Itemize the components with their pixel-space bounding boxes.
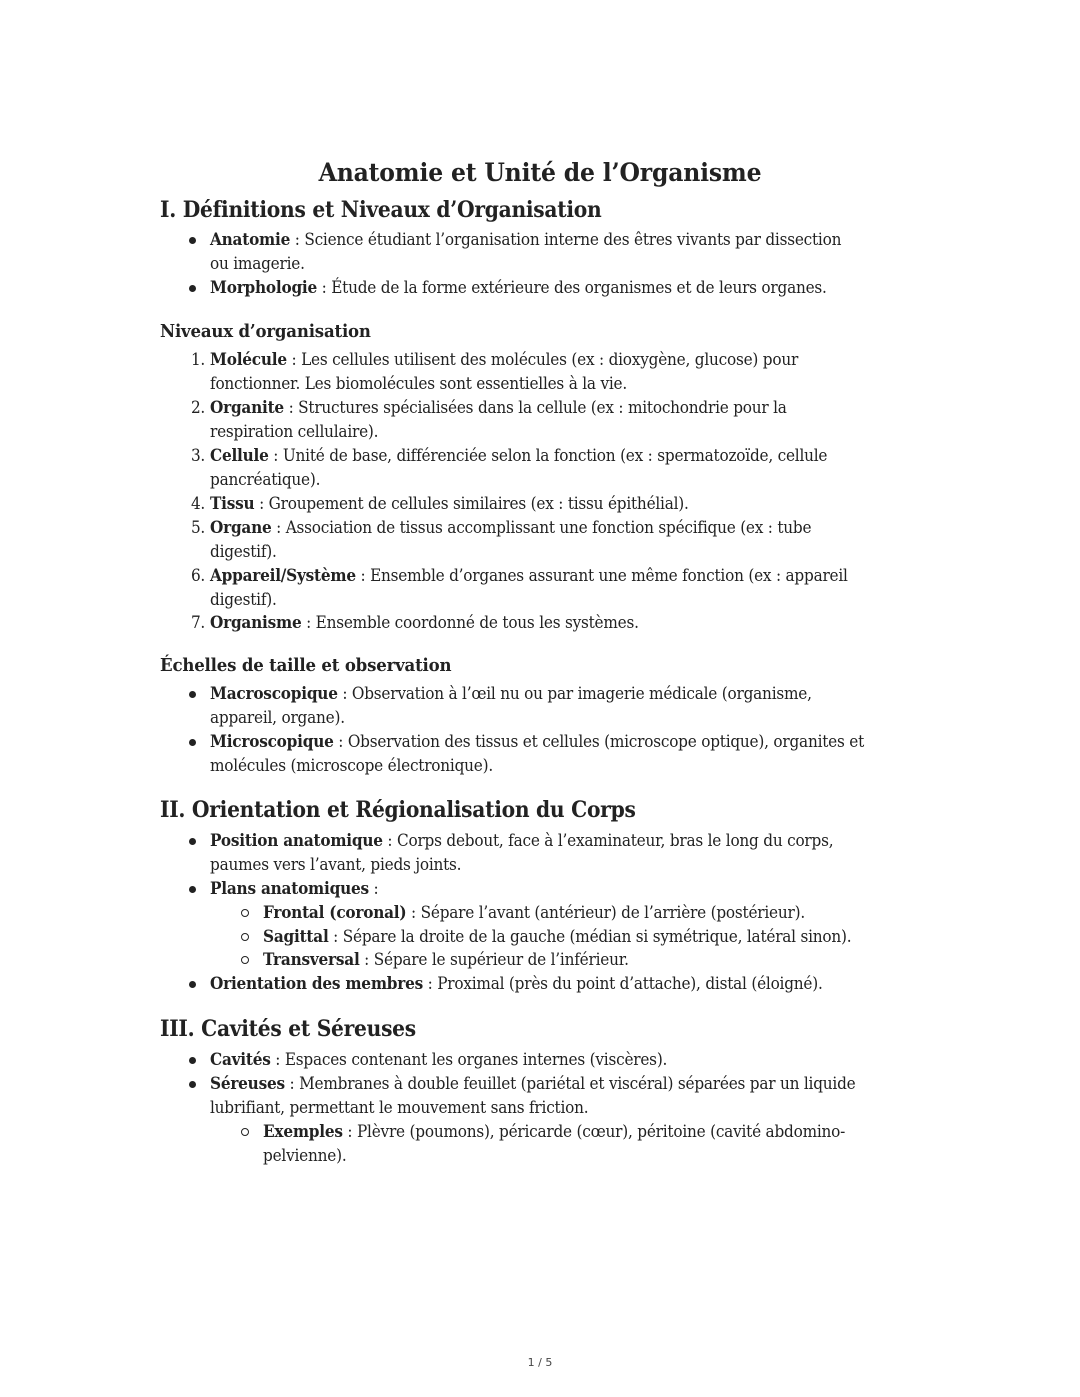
plane-frontal: Frontal (coronal) : Sépare l’avant (antérieur) de l’arrière (postérieur).: [263, 903, 805, 923]
section-heading-3: III. Cavités et Séreuses: [160, 1016, 416, 1042]
plane-transversal: Transversal : Sépare le supérieur de l’inférieur.: [263, 950, 629, 970]
list-number: 2.: [190, 398, 205, 418]
bullet-icon: [189, 877, 196, 893]
level-organite-cont: respiration cellulaire).: [210, 422, 379, 442]
plane-sagittal: Sagittal : Sépare la droite de la gauche (médian si symétrique, latéral sinon).: [263, 927, 852, 947]
page-indicator: 1 / 5: [527, 1356, 553, 1369]
item-position-anatomique: Position anatomique : Corps debout, face à l’examinateur, bras le long du corps,: [210, 831, 834, 851]
level-appareil: Appareil/Système : Ensemble d’organes assurant une même fonction (ex : appareil: [210, 566, 848, 586]
item-sereuses-cont: lubrifiant, permettant le mouvement sans friction.: [210, 1098, 589, 1118]
scale-microscopique: Microscopique : Observation des tissus et cellules (microscope optique), organites et: [210, 732, 865, 752]
circle-bullet-icon: [241, 1120, 249, 1136]
bullet-icon: [189, 730, 196, 746]
bullet-icon: [189, 228, 196, 244]
item-sereuses: Séreuses : Membranes à double feuillet (pariétal et viscéral) séparées par un liquide: [210, 1074, 856, 1094]
subheading-niveaux: Niveaux d’organisation: [160, 321, 371, 342]
list-number: 7.: [190, 613, 205, 633]
definition-anatomie: Anatomie : Science étudiant l’organisation interne des êtres vivants par dissection: [210, 230, 842, 250]
bullet-icon: [189, 276, 196, 292]
bullet-icon: [189, 682, 196, 698]
item-exemples: Exemples : Plèvre (poumons), péricarde (cœur), péritoine (cavité abdomino-: [263, 1122, 846, 1142]
bullet-icon: [189, 972, 196, 988]
list-number: 3.: [190, 446, 205, 466]
level-organe-cont: digestif).: [210, 542, 277, 562]
item-plans-anatomiques: Plans anatomiques :: [210, 879, 379, 899]
level-molecule-cont: fonctionner. Les biomolécules sont essentielles à la vie.: [210, 374, 627, 394]
level-organe: Organe : Association de tissus accomplissant une fonction spécifique (ex : tube: [210, 518, 812, 538]
bullet-icon: [189, 1048, 196, 1064]
definition-anatomie-cont: ou imagerie.: [210, 254, 305, 274]
circle-bullet-icon: [241, 925, 249, 941]
item-position-anatomique-cont: paumes vers l’avant, pieds joints.: [210, 855, 462, 875]
list-number: 1.: [190, 350, 205, 370]
level-organisme: Organisme : Ensemble coordonné de tous les systèmes.: [210, 613, 639, 633]
section-heading-1: I. Définitions et Niveaux d’Organisation: [160, 197, 602, 223]
definition-morphologie: Morphologie : Étude de la forme extérieure des organismes et de leurs organes.: [210, 278, 827, 298]
document-title: Anatomie et Unité de l’Organisme: [318, 158, 762, 187]
level-organite: Organite : Structures spécialisées dans la cellule (ex : mitochondrie pour la: [210, 398, 787, 418]
circle-bullet-icon: [241, 901, 249, 917]
level-tissu: Tissu : Groupement de cellules similaires (ex : tissu épithélial).: [210, 494, 689, 514]
item-orientation-membres: Orientation des membres : Proximal (près du point d’attache), distal (éloigné).: [210, 974, 823, 994]
list-number: 4.: [190, 494, 205, 514]
bullet-icon: [189, 829, 196, 845]
scale-microscopique-cont: molécules (microscope électronique).: [210, 756, 493, 776]
bullet-icon: [189, 1072, 196, 1088]
list-number: 6.: [190, 566, 205, 586]
level-appareil-cont: digestif).: [210, 590, 277, 610]
level-cellule-cont: pancréatique).: [210, 470, 321, 490]
subheading-echelles: Échelles de taille et observation: [160, 655, 452, 676]
item-exemples-cont: pelvienne).: [263, 1146, 347, 1166]
item-cavites: Cavités : Espaces contenant les organes internes (viscères).: [210, 1050, 668, 1070]
level-cellule: Cellule : Unité de base, différenciée selon la fonction (ex : spermatozoïde, cellule: [210, 446, 828, 466]
circle-bullet-icon: [241, 948, 249, 964]
section-heading-2: II. Orientation et Régionalisation du Corps: [160, 797, 636, 823]
level-molecule: Molécule : Les cellules utilisent des molécules (ex : dioxygène, glucose) pour: [210, 350, 799, 370]
list-number: 5.: [190, 518, 205, 538]
scale-macroscopique-cont: appareil, organe).: [210, 708, 345, 728]
scale-macroscopique: Macroscopique : Observation à l’œil nu ou par imagerie médicale (organisme,: [210, 684, 812, 704]
